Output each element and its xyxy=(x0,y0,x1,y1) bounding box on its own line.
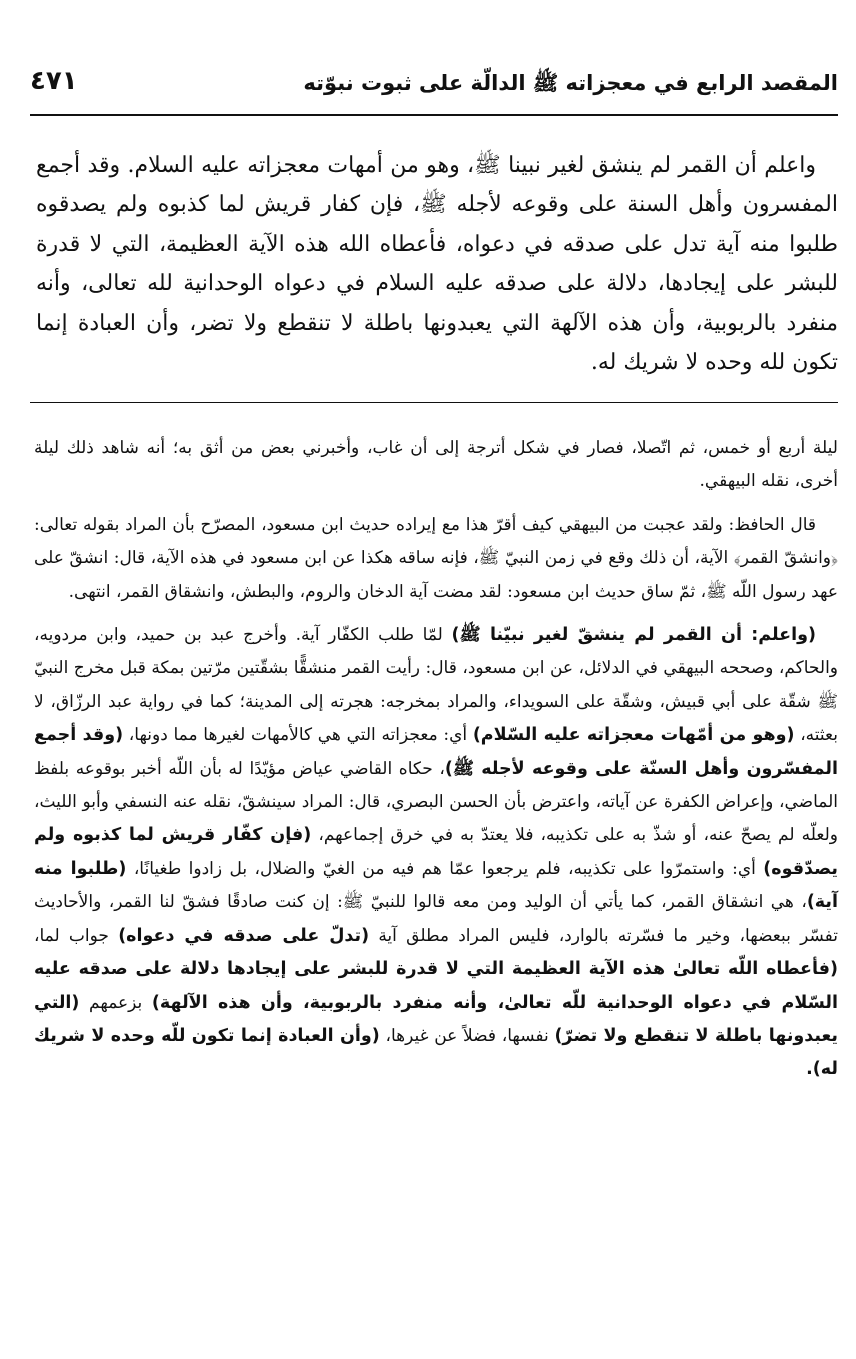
quoted-main-text: (فإن كفّار قريش لما كذبوه ولم يصدّقوه) xyxy=(34,825,838,879)
commentary-paragraph-2: قال الحافظ: ولقد عجبت من البيهقي كيف أقرّ هذا مع إيراده حديث ابن مسعود، المصرّح بأن المراد بقوله تعالى: ﴿وانشقّ القمر﴾ الآية، أن ذلك وقع في زمن النبيّ ﷺ، فإنه ساقه هكذا عن ابن مسعود في هذه الآية، قال: انشقّ على عهد رسول اللّه ﷺ، ثمّ ساق حديث ابن مسعود: لقد مضت آية الدخان والروم، والبطش، وانشقاق القمر، انتهى. xyxy=(34,514,838,602)
page-number: ٤٧١ xyxy=(30,66,78,96)
footnote-divider xyxy=(30,402,838,403)
quoted-main-text: (طلبوا منه آية) xyxy=(34,858,838,913)
commentary-text: ، حكاه القاضي عياض مؤيّدًا له بأن اللّه أخبر بوقوعه بلفظ الماضي، وإعراض الكفرة عن آياته، واعترض بأن الحسن البصري، قال: المراد سينشقّ، نقله عنه النسفي وأبو الليث، ولعلّه لم يصحّ عنه، أو شذّ به على تكذيبه، فلا يعتدّ به في خرق إجماعهم، xyxy=(34,758,838,846)
commentary-paragraph-1: ليلة أربع أو خمس، ثم اتّصلا، فصار في شكل أترجة إلى أن غاب، وأخبرني بعض من أثق به؛ أنه شاهد ذلك ليلة أخرى، نقله البيهقي. xyxy=(34,438,838,492)
commentary-text: نفسها، فضلاً عن غيرها، xyxy=(379,1025,555,1046)
quoted-main-text: (واعلم: أن القمر لم ينشقّ لغير نبيّنا ﷺ) xyxy=(451,625,817,646)
commentary-text: أي: واستمرّوا على تكذيبه، فلم يرجعوا عمّا هم فيه من الغيّ والضلال، بل زادوا طغيانًا، xyxy=(126,858,764,879)
main-paragraph: واعلم أن القمر لم ينشق لغير نبينا ﷺ، وهو من أمهات معجزاته عليه السلام. وقد أجمع المفسرون وأهل السنة على وقوعه لأجله ﷺ، فإن كفار قريش لما كذبوه ولم يصدقوه طلبوا منه آية تدل على صدقه في دعواه، فأعطاه الله هذه الآية العظيمة، التي لا قدرة للبشر على إيجادها، دلالة على صدقه عليه السلام في دعواه الوحدانية لله تعالى، وأنه منفرد بالربوبية، وأن هذه الآلهة التي يعبدونها باطلة لا تنقطع ولا تضر، وأن العبادة إنما تكون لله وحده لا شريك له. xyxy=(36,153,838,376)
commentary-text: بزعمهم xyxy=(79,992,152,1013)
header-rule xyxy=(30,114,838,116)
quoted-main-text: (وقد أجمع المفسّرون وأهل السنّة على وقوعه لأجله ﷺ) xyxy=(34,725,838,779)
quoted-main-text: (تدلّ على صدقه في دعواه) xyxy=(118,925,370,946)
commentary-paragraph-3 xyxy=(34,619,838,1087)
main-text xyxy=(36,146,838,382)
commentary-text: ، هي انشقاق القمر، كما يأتي أن الوليد ومن معه قالوا للنبيّ ﷺ: إن كنت صادقًا فشقّ لنا القمر، والأحاديث تفسّر ببعضها، وخير ما فسّرته بالوارد، فليس المراد مطلق آية xyxy=(34,892,838,946)
quoted-main-text: (فأعطاه اللّه تعالىٰ هذه الآية العظيمة التي لا قدرة للبشر على إيجادها دلالة على صدقه عليه السّلام في دعواه الوحدانية للّه تعالىٰ، وأنه منفرد بالربوبية، وأن هذه الآلهة) xyxy=(34,959,838,1013)
quoted-main-text: (وأن العبادة إنما تكون للّه وحده لا شريك له). xyxy=(34,1025,838,1080)
commentary-text: أي: معجزاته التي هي كالأمهات لغيرها مما دونها، xyxy=(123,725,473,746)
running-header xyxy=(30,62,838,112)
quoted-main-text: (التي يعبدونها باطلة لا تنقطع ولا تضرّ) xyxy=(34,992,838,1046)
commentary-text: لمّا طلب الكفّار آية. وأخرج عبد بن حميد، وابن مردويه، والحاكم، وصححه البيهقي في الدلائل، عن ابن مسعود، قال: رأيت القمر منشقًّا بشقّتين مرّتين بمكة قبل مخرج النبيّ ﷺ شقّة على أبي قبيش، وشقّة على السويداء، والمراد بمخرجه: هجرته إلى المدينة؛ كما في رواية عبد الرزّاق، لا بعثته، xyxy=(34,625,838,746)
header-title: المقصد الرابع في معجزاته ﷺ الدالّة على ثبوت نبوّته xyxy=(303,71,838,95)
quoted-main-text: (وهو من أمّهات معجزاته عليه السّلام) xyxy=(472,725,795,746)
commentary-text: جواب لما، xyxy=(34,925,119,946)
commentary xyxy=(34,432,838,1087)
